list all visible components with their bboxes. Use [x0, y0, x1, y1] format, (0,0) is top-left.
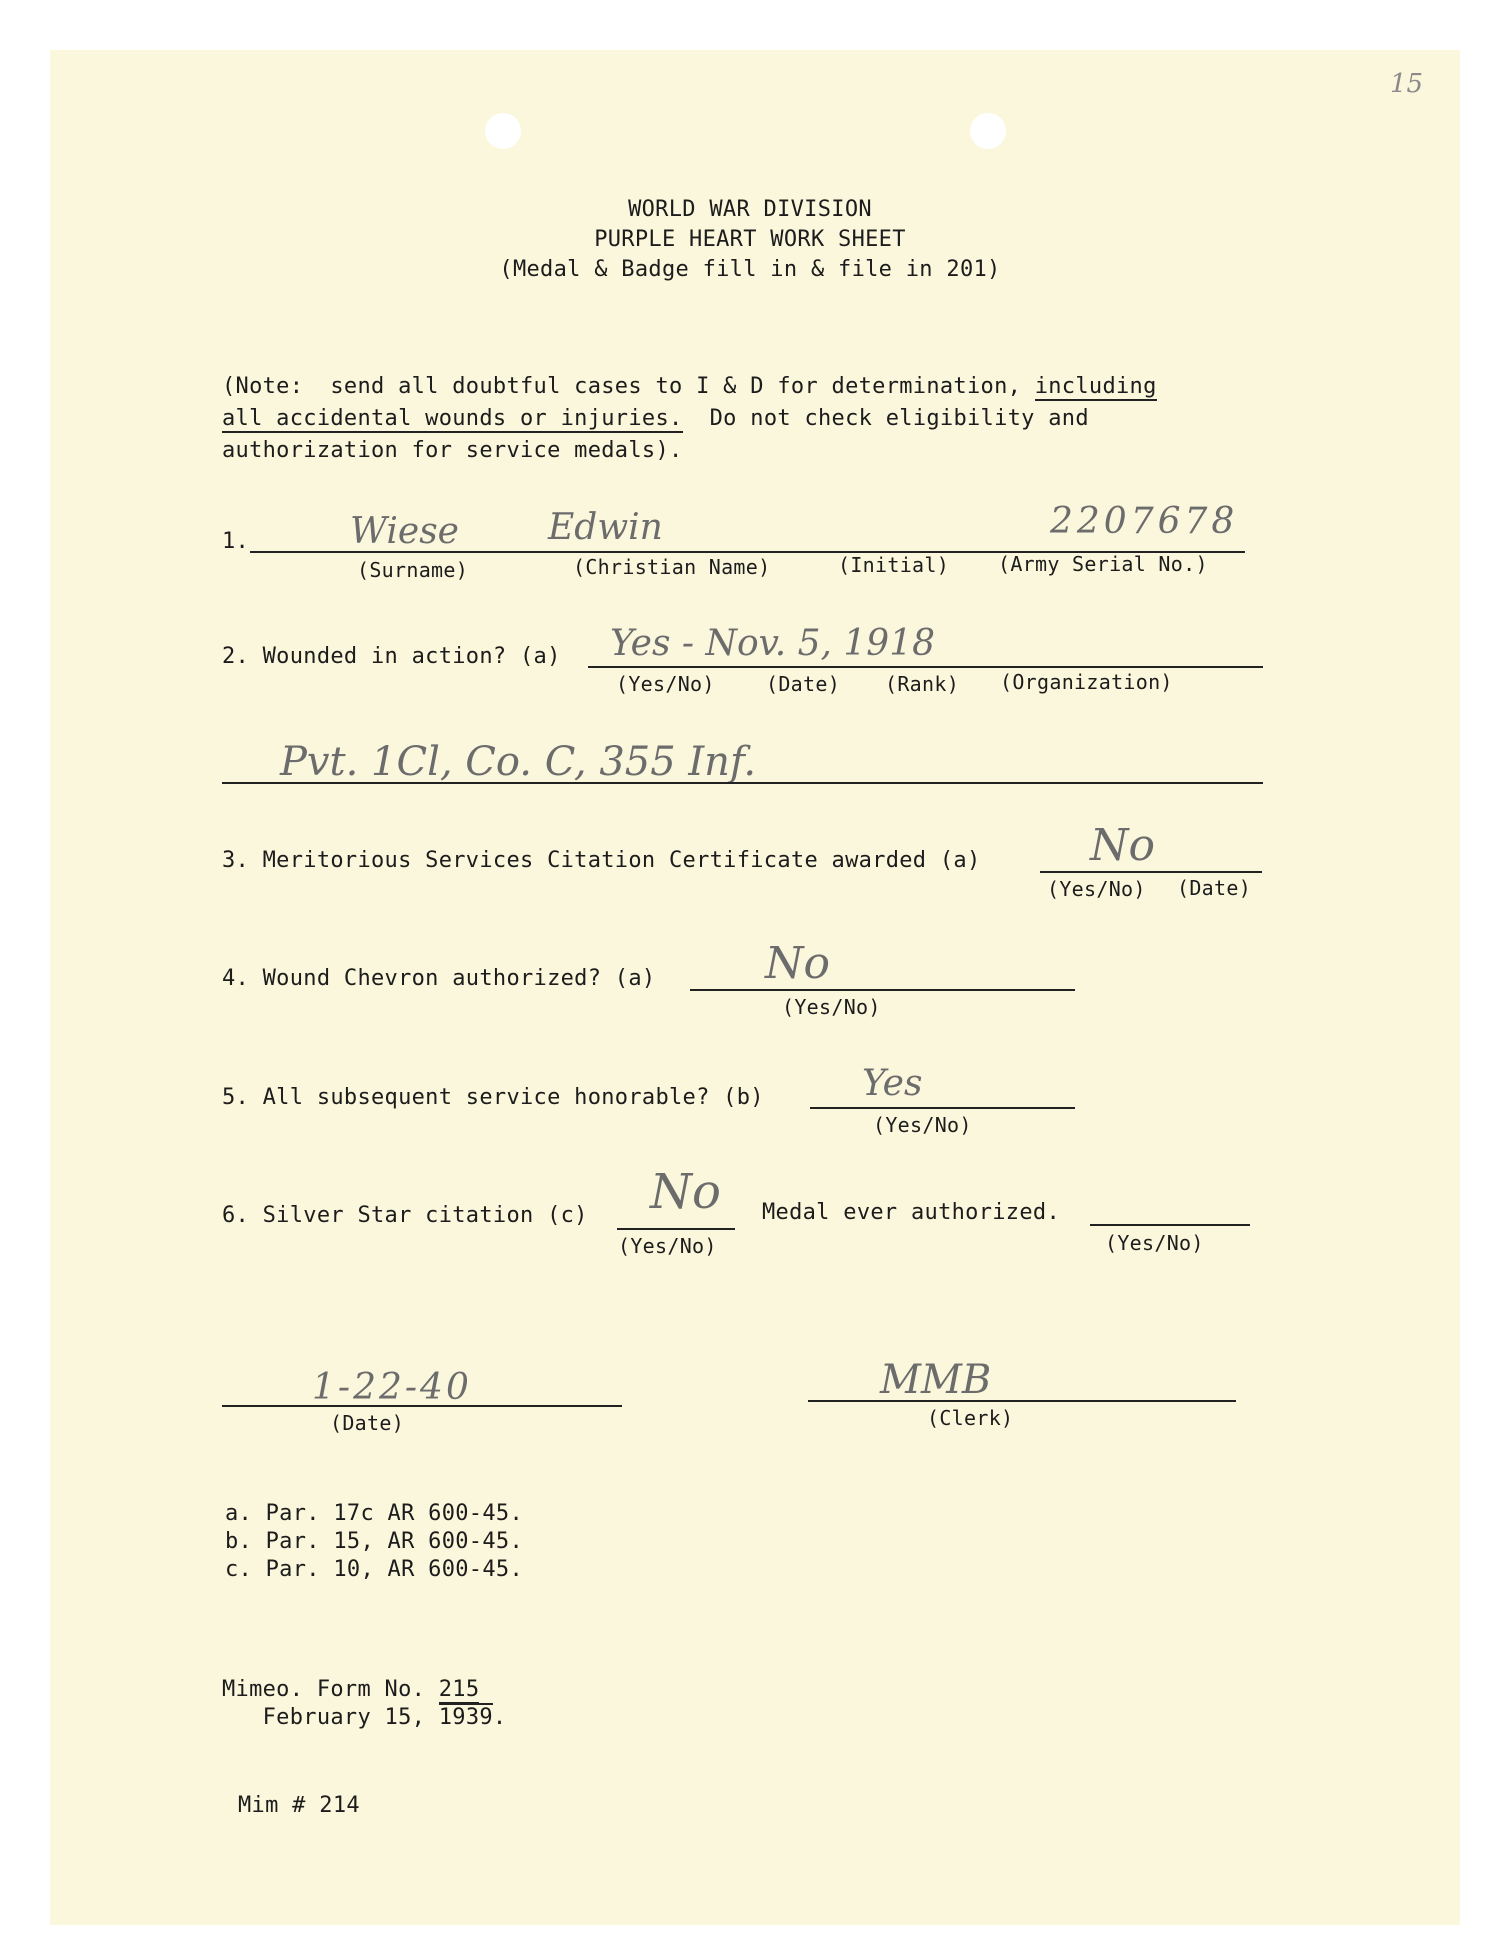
note-line-3: authorization for service medals).	[222, 438, 683, 463]
signoff-clerk-value: MMB	[880, 1357, 992, 1403]
item1-christian-value: Edwin	[548, 507, 663, 548]
item5-value: Yes	[862, 1063, 923, 1104]
footer-form-number: Mimeo. Form No. 215	[222, 1677, 480, 1702]
item3-value: No	[1090, 820, 1155, 871]
item1-surname-value: Wiese	[350, 511, 459, 552]
note-underlined-1: including	[1034, 374, 1157, 399]
signoff-date-line	[222, 1405, 622, 1407]
item1-caption-serial: (Army Serial No.)	[998, 552, 1208, 576]
header-division: WORLD WAR DIVISION	[628, 197, 872, 222]
item3-caption-date: (Date)	[1177, 876, 1252, 900]
item1-caption-initial: (Initial)	[838, 553, 950, 577]
header-title: PURPLE HEART WORK SHEET	[594, 227, 906, 252]
item2-line-2	[222, 782, 1263, 784]
item4-value: No	[765, 938, 830, 989]
footer-form-date: February 15, 1939.	[222, 1705, 507, 1730]
item4-label: 4. Wound Chevron authorized? (a)	[222, 966, 656, 991]
footer-mim-number: Mim # 214	[238, 1793, 360, 1818]
item4-line	[690, 989, 1075, 991]
item5-caption-yes-no: (Yes/No)	[873, 1113, 972, 1137]
item6-medal-caption: (Yes/No)	[1105, 1231, 1204, 1255]
punch-hole-left	[485, 113, 521, 149]
corner-mark: 15	[1390, 69, 1424, 99]
item3-line	[1040, 871, 1262, 873]
item2-caption-rank: (Rank)	[885, 672, 960, 696]
item4-caption-yes-no: (Yes/No)	[782, 995, 881, 1019]
punch-hole-right	[970, 113, 1006, 149]
reference-a: a. Par. 17c AR 600-45.	[225, 1501, 523, 1526]
item2-wounded-value: Yes - Nov. 5, 1918	[610, 623, 936, 664]
note-line-1: (Note: send all doubtful cases to I & D for determination, including	[222, 374, 1157, 399]
item3-label: 3. Meritorious Services Citation Certificate awarded (a)	[222, 848, 981, 873]
item2-rank-org-value: Pvt. 1Cl, Co. C, 355 Inf.	[280, 739, 757, 785]
item2-caption-date: (Date)	[766, 672, 841, 696]
item2-caption-yes-no: (Yes/No)	[616, 672, 715, 696]
item6-caption-yes-no: (Yes/No)	[618, 1234, 717, 1258]
signoff-date-value: 1-22-40	[312, 1367, 472, 1408]
item1-serial-value: 2207678	[1050, 501, 1239, 542]
item2-label: 2. Wounded in action? (a)	[222, 644, 561, 669]
item6-value: No	[650, 1164, 721, 1220]
header-instructions: (Medal & Badge fill in & file in 201)	[499, 257, 1001, 282]
item6-medal-line	[1090, 1224, 1250, 1226]
reference-c: c. Par. 10, AR 600-45.	[225, 1557, 523, 1582]
note-line-2: all accidental wounds or injuries. Do not check eligibility and	[222, 406, 1089, 431]
item6-label: 6. Silver Star citation (c)	[222, 1203, 588, 1228]
item2-caption-organization: (Organization)	[1000, 670, 1173, 694]
item3-caption-yes-no: (Yes/No)	[1047, 877, 1146, 901]
item1-caption-christian: (Christian Name)	[573, 555, 771, 579]
item1-number: 1.	[222, 529, 250, 554]
item1-caption-surname: (Surname)	[357, 558, 469, 582]
item6-line	[617, 1228, 735, 1230]
signoff-clerk-caption: (Clerk)	[927, 1406, 1014, 1430]
signoff-date-caption: (Date)	[330, 1411, 405, 1435]
item5-label: 5. All subsequent service honorable? (b)	[222, 1085, 764, 1110]
signoff-clerk-line	[808, 1400, 1236, 1402]
note-underlined-2: all accidental wounds or injuries.	[222, 406, 683, 431]
reference-b: b. Par. 15, AR 600-45.	[225, 1529, 523, 1554]
item6-medal-label: Medal ever authorized.	[762, 1200, 1060, 1225]
item5-line	[810, 1107, 1075, 1109]
